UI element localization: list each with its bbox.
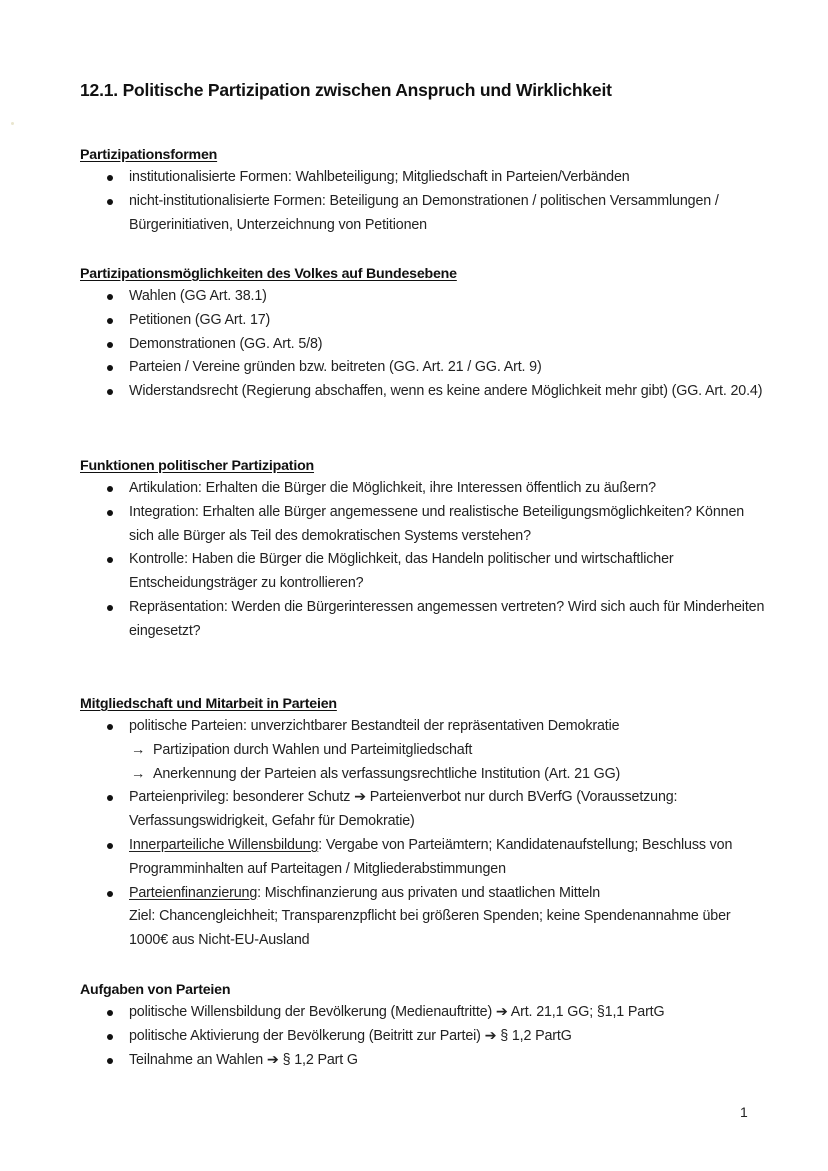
term-underlined: Parteienfinanzierung (129, 884, 258, 901)
bullet-list (80, 715, 770, 953)
list-item (80, 285, 770, 309)
sub-item-text: Partizipation durch Wahlen und Parteimitgliedschaft (153, 741, 473, 758)
bullet-icon (107, 365, 113, 371)
list-item-text: Wahlen (GG Art. 38.1) (129, 288, 267, 304)
list-item (80, 333, 770, 357)
bullet-icon (107, 389, 113, 395)
bullet-icon (107, 175, 113, 181)
list-item-text: : Mischfinanzierung aus privaten und staatlichen Mitteln (257, 884, 601, 901)
bullet-icon (107, 843, 113, 849)
section-heading: Aufgaben von Parteien (80, 982, 231, 998)
list-item (80, 834, 770, 882)
bullet-icon (107, 1010, 113, 1016)
bullet-icon (107, 294, 113, 300)
list-item-text: politische Willensbildung der Bevölkerung (Medienauftritte) ➔ Art. 21,1 GG; §1,1 PartG (129, 1004, 665, 1020)
page-number: 1 (740, 1104, 748, 1120)
list-item-text: : Vergabe von Parteiämtern; Kandidatenaufstellung; Beschluss von Programminhalten auf Parteitagen / Mitgliederabstimmungen (129, 836, 733, 877)
list-item-text: Petitionen (GG Art. 17) (129, 311, 271, 328)
list-item (80, 380, 770, 404)
bullet-icon (107, 891, 113, 897)
bullet-icon (107, 557, 113, 563)
bullet-icon (107, 510, 113, 516)
list-item (80, 356, 770, 380)
bullet-icon (107, 342, 113, 348)
section-partizipationsformen (80, 144, 770, 237)
list-item-text: Parteienprivileg: besonderer Schutz ➔ Parteienverbot nur durch BVerfG (Voraussetzung: Verfassungswidrigkeit, Gefahr für Demokratie) (129, 789, 678, 830)
bullet-list (80, 477, 770, 644)
bullet-icon (107, 486, 113, 492)
list-item (80, 882, 770, 953)
section-heading: Funktionen politischer Partizipation (80, 458, 315, 474)
sub-item-text: Anerkennung der Parteien als verfassungsrechtliche Institution (Art. 21 GG) (153, 765, 621, 782)
section-heading: Partizipationsformen (80, 147, 218, 163)
bullet-list (80, 1001, 770, 1072)
scan-artifact (11, 122, 14, 125)
list-item (80, 1025, 770, 1049)
list-item-text: Kontrolle: Haben die Bürger die Möglichkeit, das Handeln politischer und wirtschaftlicher Entscheidungsträger zu kontrollieren? (129, 551, 674, 592)
list-item-text: Widerstandsrecht (Regierung abschaffen, wenn es keine andere Möglichkeit mehr gibt) (GG. Art. 20.4) (129, 383, 763, 400)
list-item (80, 190, 770, 238)
list-item-text: Teilnahme an Wahlen ➔ § 1,2 Part G (129, 1051, 358, 1068)
arrow-right-icon: → (131, 741, 146, 758)
bullet-icon (107, 1058, 113, 1064)
section-funktionen (80, 455, 770, 644)
list-item (80, 1049, 770, 1073)
list-item-text: Artikulation: Erhalten die Bürger die Möglichkeit, ihre Interessen öffentlich zu äußern? (129, 480, 656, 496)
bullet-icon (107, 605, 113, 611)
list-item-text: Demonstrationen (GG. Art. 5/8) (129, 335, 323, 352)
bullet-icon (107, 318, 113, 324)
term-underlined: Innerparteiliche Willensbildung (129, 836, 319, 853)
list-item (80, 596, 770, 644)
list-item (80, 786, 770, 834)
bullet-icon (107, 1034, 113, 1040)
arrow-right-icon: → (131, 765, 146, 782)
list-item (80, 166, 770, 190)
sub-item (129, 763, 770, 787)
list-item-text: politische Parteien: unverzichtbarer Bestandteil der repräsentativen Demokratie (129, 718, 620, 734)
list-item (80, 548, 770, 596)
list-item-text: politische Aktivierung der Bevölkerung (Beitritt zur Partei) ➔ § 1,2 PartG (129, 1027, 572, 1044)
list-item (80, 715, 770, 786)
document-title: 12.1. Politische Partizipation zwischen Anspruch und Wirklichkeit (80, 80, 612, 100)
list-item (80, 477, 770, 501)
section-partizipationsmoeglichkeiten (80, 263, 770, 404)
list-item-text: Repräsentation: Werden die Bürgerinteressen angemessen vertreten? Wird sich auch für Minderheiten eingesetzt? (129, 598, 765, 639)
list-item-text: Integration: Erhalten alle Bürger angemessene und realistische Beteiligungsmöglichkeiten? Können sich alle Bürger als Teil des demokratischen Systems verstehen? (129, 503, 745, 544)
list-item (80, 309, 770, 333)
section-mitgliedschaft (80, 693, 770, 953)
bullet-icon (107, 724, 113, 730)
list-item (80, 501, 770, 549)
bullet-icon (107, 795, 113, 801)
sub-item (129, 739, 770, 763)
bullet-list (80, 166, 770, 237)
list-item-text: nicht-institutionalisierte Formen: Beteiligung an Demonstrationen / politischen Versammlungen / Bürgerinitiativen, Unterzeichnung von Petitionen (129, 192, 719, 233)
section-heading: Partizipationsmöglichkeiten des Volkes auf Bundesebene (80, 266, 457, 282)
section-heading: Mitgliedschaft und Mitarbeit in Parteien (80, 696, 337, 712)
list-item-text-continued: Ziel: Chancengleichheit; Transparenzpflicht bei größeren Spenden; keine Spendenannahme über 1000€ aus Nicht-EU-Ausland (129, 908, 731, 949)
list-item (80, 1001, 770, 1025)
bullet-icon (107, 199, 113, 205)
list-item-text: Parteien / Vereine gründen bzw. beitreten (GG. Art. 21 / GG. Art. 9) (129, 359, 542, 376)
bullet-list (80, 285, 770, 404)
list-item-text: institutionalisierte Formen: Wahlbeteiligung; Mitgliedschaft in Parteien/Verbänden (129, 169, 630, 185)
section-aufgaben (80, 979, 770, 1072)
